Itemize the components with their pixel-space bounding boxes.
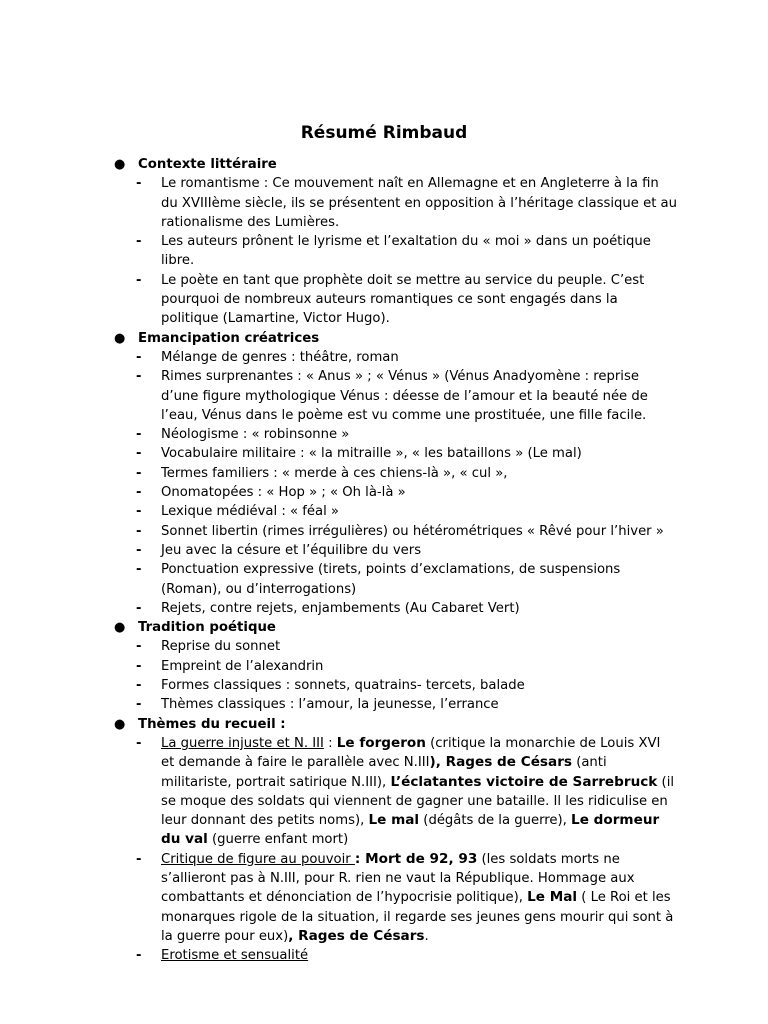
underlined-text: La guerre injuste et N. III	[161, 735, 324, 751]
page-title: Résumé Rimbaud	[300, 123, 468, 143]
item-text: (dégâts de la guerre),	[419, 813, 572, 829]
section-items	[112, 637, 677, 714]
list-item	[112, 695, 677, 714]
dash-icon: -	[136, 465, 142, 481]
document-body	[112, 155, 677, 965]
dash-icon: -	[136, 851, 142, 867]
item-text: (les soldats morts ne s’allieront pas à N.III, pour R. rien ne vaut la République. Hommage aux combattants et dénonciation de l’hypocrisie politique),	[161, 851, 635, 906]
list-item	[112, 444, 677, 463]
list-item	[112, 850, 677, 946]
list-item	[112, 637, 677, 656]
item-text: Termes familiers : « merde à ces chiens-là », « cul »,	[161, 465, 508, 481]
dash-icon: -	[136, 658, 142, 674]
bold-text: , Rages de Césars	[288, 927, 425, 944]
dash-icon: -	[136, 523, 142, 539]
list-item	[112, 946, 677, 965]
dash-icon: -	[136, 600, 142, 616]
list-item	[112, 657, 677, 676]
section	[112, 329, 677, 618]
dash-icon: -	[136, 542, 142, 558]
dash-icon: -	[136, 369, 142, 385]
item-text: :	[323, 735, 337, 751]
bold-text: L’éclatantes victoire de Sarrebruck	[390, 773, 658, 790]
bold-text: Le mal	[368, 812, 420, 829]
item-text: Rejets, contre rejets, enjambements (Au Cabaret Vert)	[161, 600, 520, 616]
bold-text: ), Rages de Césars	[429, 754, 572, 771]
bold-text: Le dormeur du val	[161, 812, 660, 848]
underlined-text: Critique de figure au pouvoir	[161, 851, 355, 867]
section-heading	[112, 155, 677, 174]
item-text: Jeu avec la césure et l’équilibre du vers	[161, 542, 422, 558]
dash-icon: -	[136, 427, 142, 443]
list-item	[112, 676, 677, 695]
dash-icon: -	[136, 504, 142, 520]
dash-icon: -	[136, 272, 142, 288]
list-item	[112, 464, 677, 483]
section	[112, 618, 677, 714]
item-text: Les auteurs prônent le lyrisme et l’exaltation du « moi » dans un poétique libre.	[161, 234, 651, 269]
dash-icon: -	[136, 349, 142, 365]
bullet-icon: ●	[114, 157, 126, 172]
dash-icon: -	[136, 176, 142, 192]
bold-text: Le forgeron	[336, 734, 426, 751]
dash-icon: -	[136, 697, 142, 713]
dash-icon: -	[136, 948, 142, 964]
item-text: (guerre enfant mort)	[207, 832, 349, 848]
section-heading	[112, 715, 677, 734]
bullet-icon: ●	[114, 716, 126, 732]
item-text: Formes classiques : sonnets, quatrains- tercets, balade	[161, 678, 525, 694]
section	[112, 715, 677, 966]
bold-text: : Mort de 92, 93	[354, 850, 478, 867]
item-text: (il se moque des soldats qui viennent de gagner une bataille. Il les ridiculise en leur donnant des petits noms),	[161, 774, 675, 829]
item-text: Le romantisme : Ce mouvement naît en Allemagne et en Angleterre à la fin du XVIIIème siècle, ils se présentent en opposition à l’héritage classique et au rationalisme des Lumières.	[161, 176, 677, 230]
dash-icon: -	[136, 485, 142, 501]
bullet-icon: ●	[114, 330, 126, 346]
dash-icon: -	[136, 234, 142, 250]
list-item	[112, 425, 677, 444]
bold-text: Le Mal	[527, 889, 578, 906]
list-item	[112, 174, 677, 232]
list-item	[112, 522, 677, 541]
item-text: Ponctuation expressive (tirets, points d’exclamations, de suspensions (Roman), ou d’interrogations)	[161, 562, 621, 597]
list-item	[112, 232, 677, 271]
item-text: ( Le Roi et les monarques rigole de la situation, il regarde ses jeunes gens mourir qui sont à la guerre pour eux)	[161, 890, 674, 944]
item-text: Le poète en tant que prophète doit se mettre au service du peuple. C’est pourquoi de nombreux auteurs romantiques ce sont engagés dans la politique (Lamartine, Victor Hugo).	[161, 272, 645, 327]
list-item	[112, 367, 677, 425]
item-text: Onomatopées : « Hop » ; « Oh là-là »	[161, 485, 406, 501]
section-heading-text: Thèmes du recueil :	[138, 716, 286, 732]
dash-icon: -	[136, 678, 142, 694]
section-items	[112, 174, 677, 328]
bullet-icon: ●	[114, 620, 126, 636]
dash-icon: -	[136, 562, 142, 578]
section-heading	[112, 618, 677, 637]
section-items	[112, 734, 677, 966]
list-item	[112, 483, 677, 502]
list-item	[112, 541, 677, 560]
item-text: Lexique médiéval : « féal »	[161, 504, 340, 520]
item-text: Empreint de l’alexandrin	[161, 658, 324, 674]
item-text: (anti militariste, portrait satirique N.III),	[161, 755, 607, 790]
item-text: Sonnet libertin (rimes irrégulières) ou hétérométriques « Rêvé pour l’hiver »	[161, 523, 664, 539]
dash-icon: -	[136, 639, 142, 655]
item-text: Mélange de genres : théâtre, roman	[161, 349, 399, 365]
section-heading-text: Emancipation créatrices	[138, 330, 320, 346]
dash-icon: -	[136, 446, 142, 462]
section-heading-text: Contexte littéraire	[138, 157, 277, 172]
section-heading-text: Tradition poétique	[138, 620, 276, 636]
list-item	[112, 502, 677, 521]
list-item	[112, 271, 677, 329]
section-items	[112, 348, 677, 618]
item-text: Reprise du sonnet	[161, 639, 281, 655]
list-item	[112, 348, 677, 367]
list-item	[112, 560, 677, 599]
item-text: .	[424, 928, 429, 944]
section-heading	[112, 329, 677, 348]
item-text: Rimes surprenantes : « Anus » ; « Vénus » (Vénus Anadyomène : reprise d’une figure mythologique Vénus : déesse de l’amour et la beauté née de l’eau, Vénus dans le poème est vu comme une prostituée, une fille facile.	[161, 369, 648, 423]
item-text: Vocabulaire militaire : « la mitraille », « les bataillons » (Le mal)	[161, 446, 582, 462]
item-text: Thèmes classiques : l’amour, la jeunesse, l’errance	[161, 697, 499, 713]
list-item	[112, 734, 677, 850]
item-text: Néologisme : « robinsonne »	[161, 427, 350, 443]
underlined-text: Erotisme et sensualité	[161, 948, 309, 964]
dash-icon: -	[136, 735, 142, 751]
list-item	[112, 599, 677, 618]
section	[112, 155, 677, 329]
item-text: (critique la monarchie de Louis XVI et demande à faire le parallèle avec N.III	[161, 735, 661, 771]
